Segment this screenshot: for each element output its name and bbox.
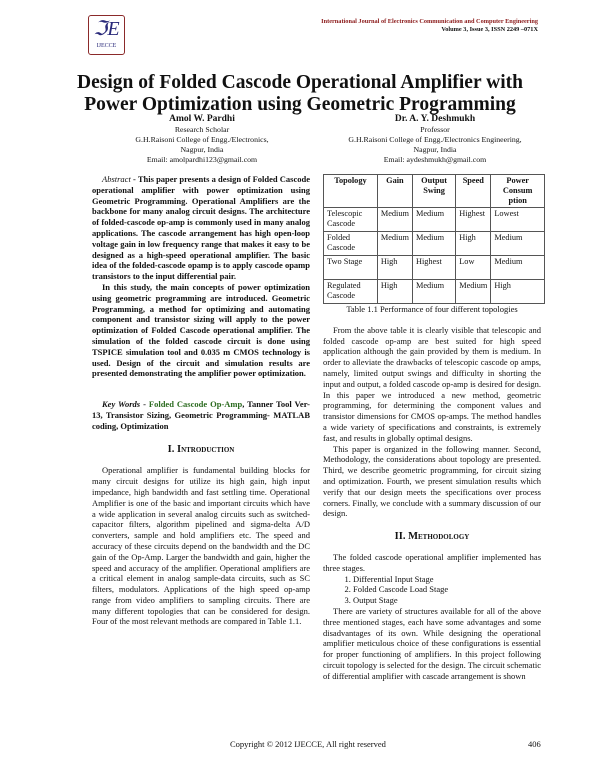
table-cell: Two Stage bbox=[324, 256, 378, 280]
table-cell: High bbox=[377, 256, 412, 280]
abstract-p2: In this study, the main concepts of power optimization using geometric programming are introduced. Geometric Programming, a method for optimizing and automating component and transistor sizing will apply to the power optimization of Folded Cascode operational amplifier. The simulation of the folded cascode circuit is done using TSPICE simulation tool and 0.035 m CMOS technology is used. Design of the circuit and simulation results are presented demonstrating the amplifier power optimization. bbox=[92, 281, 310, 379]
author-name: Dr. A. Y. Deshmukh bbox=[394, 114, 476, 124]
author-location: Nagpur, India bbox=[413, 145, 457, 154]
section-heading-methodology: II. Methodology bbox=[394, 531, 470, 543]
paragraph: This paper is organized in the following manner. Second, Methodology, the considerations about topology are presented. Third, we describe geometric programming, for circuit sizing and optimization. Fourth, we present simulation results which verify that our design meets the specifications over process corners. Finally, we conclude with a summary discussion of our design. bbox=[323, 443, 541, 519]
page-number: 406 bbox=[528, 739, 541, 749]
table-cell: Medium bbox=[377, 232, 412, 256]
author-role: Research Scholar bbox=[174, 125, 230, 134]
stages-list bbox=[323, 574, 541, 606]
table-cell: High bbox=[456, 232, 491, 256]
section-heading-introduction: I. Introduction bbox=[167, 443, 235, 455]
author-role: Professor bbox=[420, 125, 450, 134]
keyword-link[interactable]: Folded Cascode Op-Amp bbox=[148, 399, 243, 410]
table-header: Power Consum ption bbox=[491, 175, 545, 208]
intro-paragraph: Operational amplifier is fundamental building blocks for many circuit designs for utilize its high gain, high input impedance, high bandwidth and fast settling time. Operational Amplifier is one of the basic and important circuits which have a wide application in several analog circuits such as switched-capacitor filters, algorithm pipelined and sigma-delta A/D converters, sample and hold amplifiers etc. The speed and accuracy of these circuits depend on the bandwidth and the DC gain of the Op-Amp. Larger the bandwidth and gain, higher the speed and accuracy of the amplifier. Operational amplifiers are a critical element in analog sample-data circuits, such as SC filters, modulators. Applications of the high speed op-amp range from video amplifiers to sampling circuits. There are many different topologies that can be considered for design. Four of the most relevant methods are compared in Table 1.1. bbox=[92, 465, 310, 627]
table-cell: Medium bbox=[491, 232, 545, 256]
table-caption: Table 1.1 Performance of four different topologies bbox=[346, 304, 518, 314]
table-cell: Regulated Cascode bbox=[324, 280, 378, 304]
journal-header bbox=[321, 18, 538, 34]
keywords: Key Words - Folded Cascode Op-Amp, Tanner Tool Ver-13, Transistor Sizing, Geometric Programming- MATLAB coding, Optimization bbox=[92, 399, 310, 431]
keywords-text: , Tanner Tool Ver-13, Transistor Sizing, Geometric Programming- MATLAB coding, Optimization bbox=[92, 399, 310, 431]
author-name: Amol W. Pardhi bbox=[169, 114, 235, 124]
table-cell: High bbox=[491, 280, 545, 304]
paragraph: From the above table it is clearly visible that telescopic and folded cascode op-amp are best suited for high speed application although the gain provided by them is medium. In order to alleviate the drawbacks of telescopic cascode op amps, namely, limited output swings and difficulty in shorting the input and output, a folded cascode op-amp is desired for design. In this paper we introduced a new method, geometric programming, for determining the component values and transistor dimensions for CMOS op-amps. The method handles a wide variety of specifications and constraints, is extremely fast, and results in globally optimal designs. bbox=[323, 324, 541, 443]
table-cell: Medium bbox=[412, 232, 455, 256]
author-affiliation: G.H.Raisoni College of Engg./Electronics, bbox=[135, 135, 269, 144]
table-header-row bbox=[324, 175, 545, 208]
table-cell: Medium bbox=[412, 208, 455, 232]
author-email: Email: amolpardhi123@gmail.com bbox=[146, 155, 258, 164]
table-cell: Folded Cascode bbox=[324, 232, 378, 256]
table-cell: Telescopic Cascode bbox=[324, 208, 378, 232]
abstract-text: - This paper presents a design of Folded Cascode operational amplifier with power optimization using Geometric Programming. Operational Amplifiers are the backbone for many analog circuit designs. The architecture of folded-cascode op-amp is commonly used in many analog applications. The cascode arrangement has high open-loop voltage gain in low frequency range that makes it easy to be designed as a high-speed operational amplifier. The basic idea of the folded-cascode opamp is to apply cascode opamp transistors to the input differential pair. bbox=[92, 174, 310, 282]
list-item: 1. Differential Input Stage bbox=[353, 574, 541, 585]
table-header: Output Swing bbox=[412, 175, 455, 208]
paper-title: Design of Folded Cascode Operational Amplifier with Power Optimization using Geometric Programming bbox=[77, 72, 523, 115]
journal-volume: Volume 3, Issue 3, ISSN 2249 –071X bbox=[441, 26, 538, 33]
journal-logo: ℑE IJECCE bbox=[88, 15, 125, 55]
journal-name: International Journal of Electronics Communication and Computer Engineering bbox=[321, 18, 538, 25]
copyright: Copyright © 2012 IJECCE, All right reserved bbox=[230, 739, 386, 749]
table-cell: High bbox=[377, 280, 412, 304]
right-column bbox=[323, 174, 541, 682]
author-email: Email: aydeshmukh@gmail.com bbox=[383, 155, 487, 164]
table-cell: Highest bbox=[412, 256, 455, 280]
table-header: Gain bbox=[377, 175, 412, 208]
keywords-label: Key Words bbox=[102, 399, 141, 410]
table-header: Speed bbox=[456, 175, 491, 208]
table-cell: Lowest bbox=[491, 208, 545, 232]
abstract-label: Abstract bbox=[102, 174, 131, 184]
table-row bbox=[324, 232, 545, 256]
table-cell: Medium bbox=[456, 280, 491, 304]
author-affiliation: G.H.Raisoni College of Engg./Electronics Engineering, bbox=[348, 135, 522, 144]
author-location: Nagpur, India bbox=[180, 145, 224, 154]
abstract-p1 bbox=[92, 174, 310, 282]
table-cell: Highest bbox=[456, 208, 491, 232]
left-column bbox=[92, 174, 310, 627]
paragraph: The folded cascode operational amplifier implemented has three stages. bbox=[323, 551, 541, 573]
author-2 bbox=[315, 114, 555, 165]
topology-table bbox=[323, 174, 545, 304]
table-cell: Medium bbox=[377, 208, 412, 232]
table-cell: Medium bbox=[412, 280, 455, 304]
paragraph: There are variety of structures available for all of the above three mentioned stages, each have some advantages and some disadvantages of its own. While designing the operational amplifier meticulous choice of these configurations is essential for proper functioning of amplifiers. In this project following circuit topology is selected for the design. The circuit schematic of differential amplifier with cascade arrangement is shown bbox=[323, 605, 541, 681]
author-1 bbox=[92, 114, 312, 165]
table-row bbox=[324, 256, 545, 280]
table-header: Topology bbox=[324, 175, 378, 208]
table-row bbox=[324, 280, 545, 304]
list-item: 2. Folded Cascode Load Stage bbox=[353, 584, 541, 595]
table-row bbox=[324, 208, 545, 232]
table-cell: Medium bbox=[491, 256, 545, 280]
table-cell: Low bbox=[456, 256, 491, 280]
list-item: 3. Output Stage bbox=[353, 595, 541, 606]
